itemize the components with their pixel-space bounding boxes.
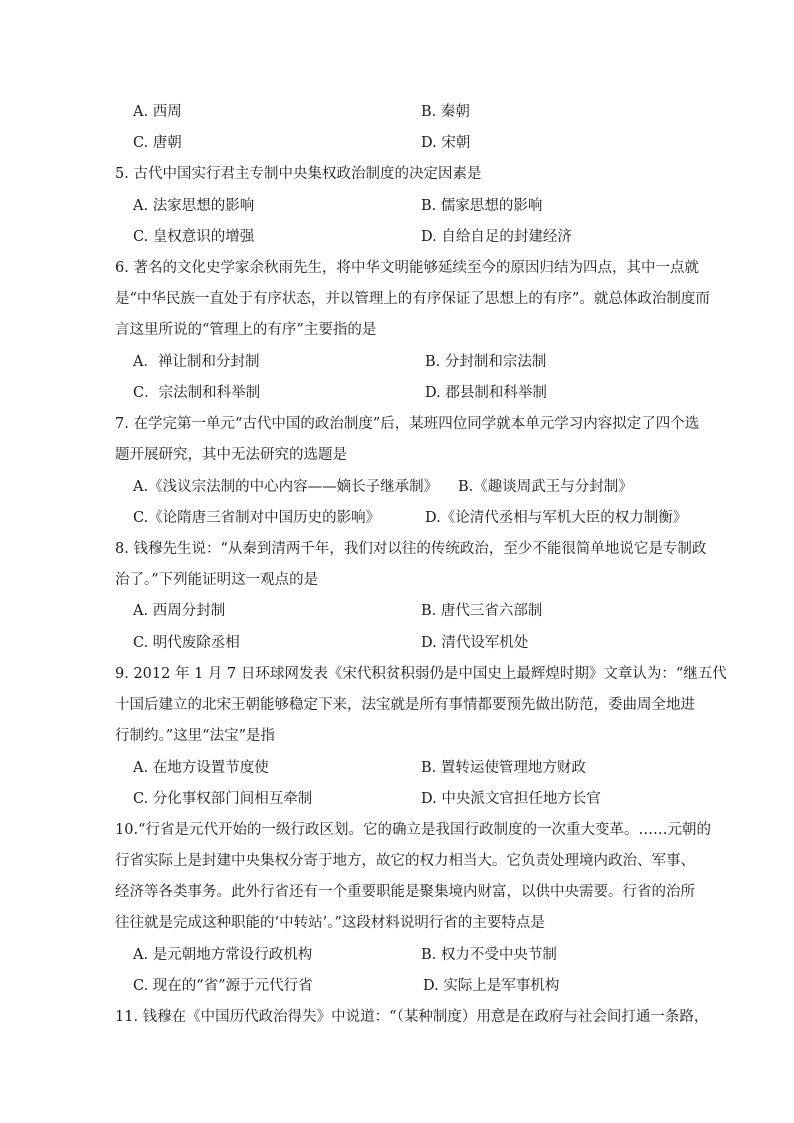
q8-option-b: B. 唐代三省六部制 bbox=[421, 603, 543, 619]
q4-option-b: B. 秦朝 bbox=[421, 104, 470, 120]
q10-stem-line-3: 经济等各类事务。此外行省还有一个重要职能是聚集境内财富，以供中央需要。行省的治所 bbox=[115, 884, 695, 900]
q4-option-c: C. 唐朝 bbox=[133, 135, 182, 151]
q5-stem: 5. 古代中国实行君主专制中央集权政治制度的决定因素是 bbox=[115, 166, 482, 182]
q9-option-d: D. 中央派文官担任地方长官 bbox=[421, 791, 601, 807]
q9-option-a: A. 在地方设置节度使 bbox=[133, 760, 269, 776]
q10-stem-line-4: 往往就是完成这种职能的‘中转站’。”这段材料说明行省的主要特点是 bbox=[115, 915, 545, 931]
q10-option-d: D. 实际上是军事机构 bbox=[423, 978, 560, 994]
q9-option-c: C. 分化事权部门间相互牵制 bbox=[133, 791, 313, 807]
q6-stem-line-1: 6. 著名的文化史学家余秋雨先生，将中华文明能够延续至今的原因归结为四点，其中一点就 bbox=[115, 260, 699, 276]
q6-stem-line-3: 言这里所说的“管理上的有序”主要指的是 bbox=[115, 322, 377, 338]
q7-option-d: D.《论清代丞相与军机大臣的权力制衡》 bbox=[425, 510, 688, 526]
q8-option-c: C. 明代废除丞相 bbox=[133, 635, 240, 651]
q9-stem-line-3: 行制约。”这里“法宝”是指 bbox=[115, 728, 275, 744]
q10-stem-line-2: 行省实际上是封建中央集权分寄于地方，故它的权力相当大。它负责处理境内政治、军事、 bbox=[115, 853, 695, 869]
q5-option-a: A. 法家思想的影响 bbox=[133, 198, 255, 214]
q9-stem-line-2: 十国后建立的北宋王朝能够稳定下来，法宝就是所有事情都要预先做出防范，委曲周全地进 bbox=[115, 697, 695, 713]
q6-option-c: C．宗法制和科举制 bbox=[133, 385, 261, 401]
q7-option-c: C.《论隋唐三省制对中国历史的影响》 bbox=[133, 510, 381, 526]
q10-option-a: A. 是元朝地方常设行政机构 bbox=[133, 947, 313, 963]
q10-option-b: B. 权力不受中央节制 bbox=[421, 947, 557, 963]
q5-option-d: D. 自给自足的封建经济 bbox=[421, 229, 572, 245]
q5-option-b: B. 儒家思想的影响 bbox=[421, 198, 543, 214]
q10-stem-line-1: 10.“行省是元代开始的一级行政区划。它的确立是我国行政制度的一次重大变革。……元朝的 bbox=[115, 822, 711, 838]
q9-option-b: B. 置转运使管理地方财政 bbox=[421, 760, 586, 776]
q6-option-b: B. 分封制和宗法制 bbox=[425, 354, 547, 370]
q11-stem-line-1: 11. 钱穆在《中国历代政治得失》中说道：“（某种制度）用意是在政府与社会间打通一条路， bbox=[115, 1009, 709, 1025]
q6-stem-line-2: 是“中华民族一直处于有序状态，并以管理上的有序保证了思想上的有序”。就总体政治制度而 bbox=[115, 291, 710, 307]
q6-option-a: A．禅让制和分封制 bbox=[133, 354, 260, 370]
q5-option-c: C. 皇权意识的增强 bbox=[133, 229, 255, 245]
q4-option-d: D. 宋朝 bbox=[421, 135, 471, 151]
q7-option-a: A.《浅议宗法制的中心内容——嫡长子继承制》 bbox=[133, 479, 439, 495]
q8-option-a: A. 西周分封制 bbox=[133, 603, 226, 619]
q8-stem-line-1: 8. 钱穆先生说：“从秦到清两千年，我们对以往的传统政治，至少不能很简单地说它是专制政 bbox=[115, 541, 707, 557]
q10-option-c: C. 现在的“省”源于元代行省 bbox=[133, 978, 313, 994]
q9-stem-line-1: 9. 2012 年 1 月 7 日环球网发表《宋代积贫积弱仍是中国史上最辉煌时期》文章认为：“继五代 bbox=[115, 666, 727, 682]
q6-option-d: D. 郡县制和科举制 bbox=[425, 385, 547, 401]
q8-stem-line-2: 治了。”下列能证明这一观点的是 bbox=[115, 572, 319, 588]
q7-stem-line-1: 7. 在学完第一单元“古代中国的政治制度”后，某班四位同学就本单元学习内容拟定了四个选 bbox=[115, 416, 700, 432]
q7-option-b: B.《趣谈周武王与分封制》 bbox=[458, 479, 633, 495]
q7-stem-line-2: 题开展研究，其中无法研究的选题是 bbox=[115, 447, 347, 463]
q4-option-a: A. 西周 bbox=[133, 104, 182, 120]
q8-option-d: D. 清代设军机处 bbox=[421, 635, 529, 651]
